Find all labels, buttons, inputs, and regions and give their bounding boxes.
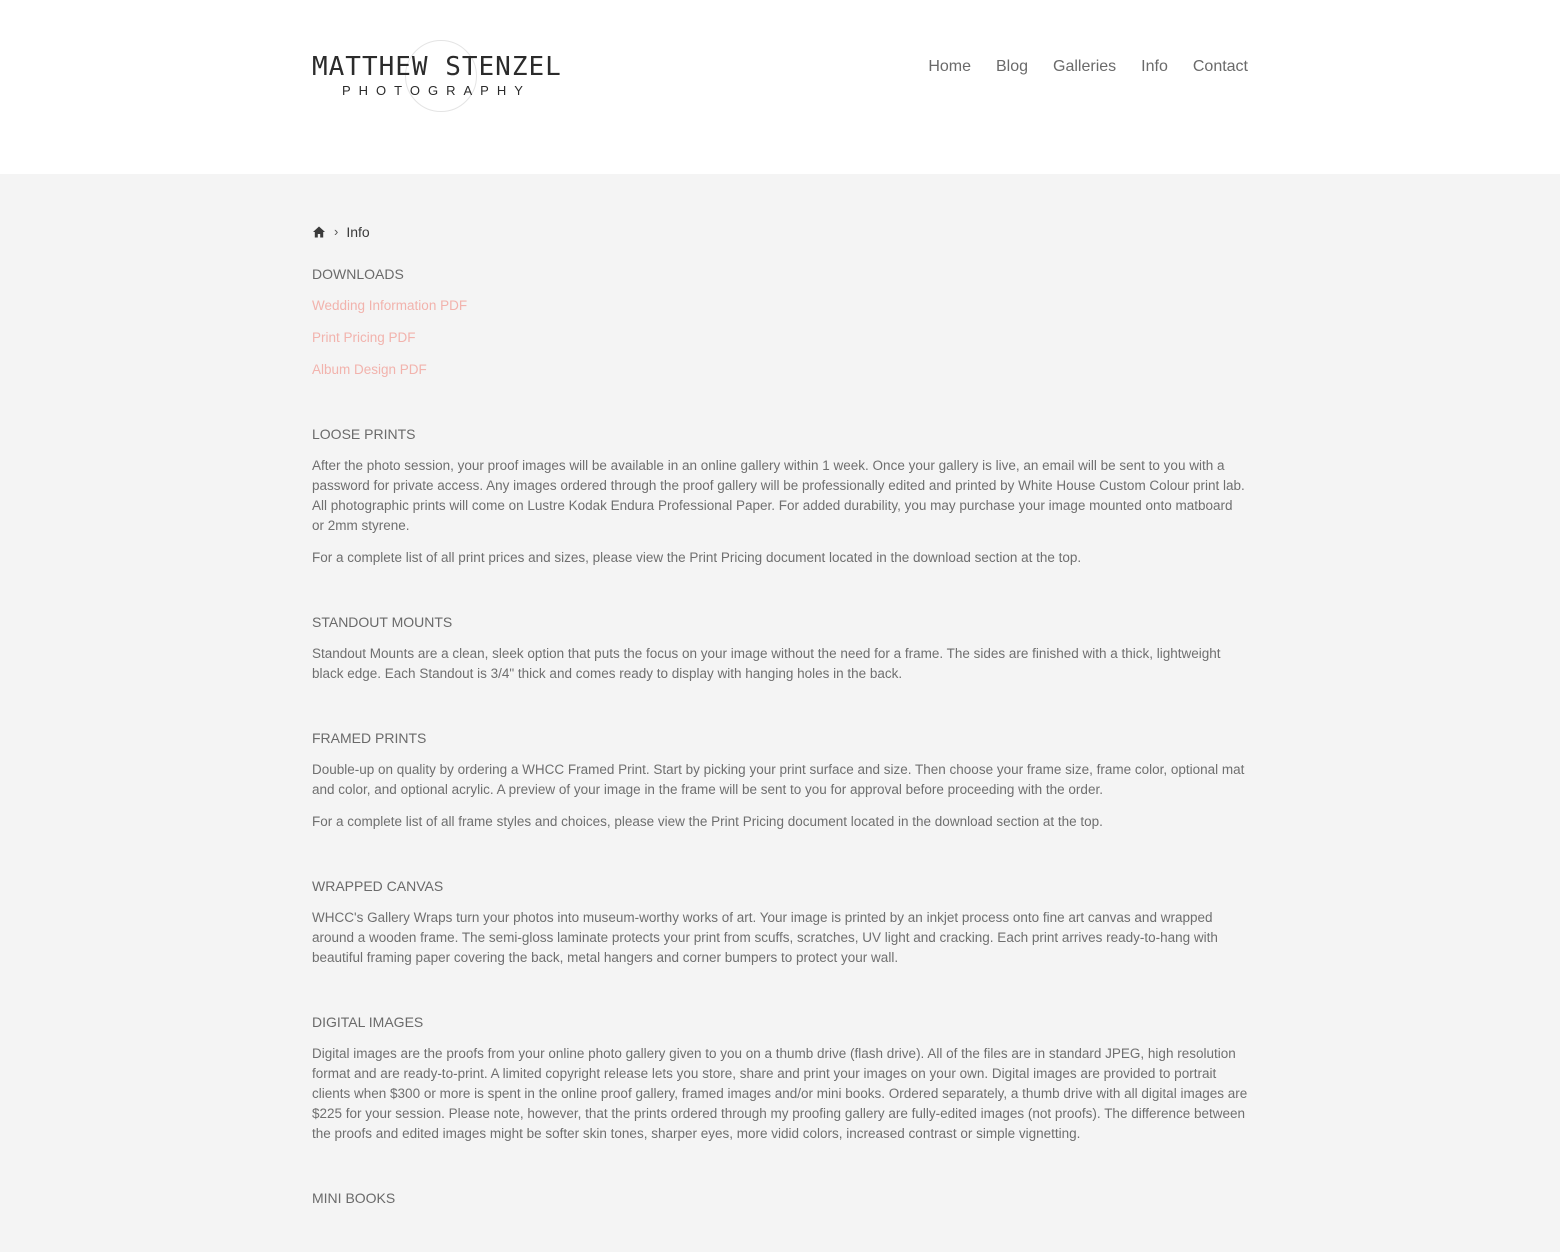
downloads-heading: DOWNLOADS <box>312 266 404 282</box>
breadcrumb-current: Info <box>346 224 370 240</box>
standout-mounts-section <box>312 612 1248 684</box>
main-nav <box>928 57 1248 77</box>
nav-info[interactable]: Info <box>1141 58 1168 75</box>
wedding-info-pdf-link[interactable]: Wedding Information PDF <box>312 298 468 313</box>
digital-images-heading: DIGITAL IMAGES <box>312 1014 424 1030</box>
logo-name: MATTHEW STENZEL <box>312 52 562 82</box>
logo-subtitle: PHOTOGRAPHY <box>342 83 531 98</box>
loose-prints-paragraph-2: For a complete list of all print prices and sizes, please view the Print Pricing document located in the download section at the top. <box>312 550 1082 565</box>
framed-prints-heading: FRAMED PRINTS <box>312 730 427 746</box>
digital-images-section <box>312 1012 1248 1144</box>
mini-books-section <box>312 1188 1248 1208</box>
loose-prints-paragraph-1: After the photo session, your proof images will be available in an online gallery within 1 week. Once your gallery is live, an email will be sent to you with a password for private access. Any images ordered through the proof gallery will be professionally edited and printed by White House Custom Colour print lab. All photographic prints will come on Lustre Kodak Endura Professional Paper. For added durability, you may purchase your image mounted onto matboard or 2mm styrene. <box>312 458 1245 533</box>
standout-mounts-paragraph: Standout Mounts are a clean, sleek option that puts the focus on your image without the need for a frame. The sides are finished with a thick, lightweight black edge. Each Standout is 3/4" thick and comes ready to display with hanging holes in the back. <box>312 646 1221 681</box>
mini-books-heading: MINI BOOKS <box>312 1190 396 1206</box>
framed-prints-paragraph-1: Double-up on quality by ordering a WHCC Framed Print. Start by picking your print surface and size. Then choose your frame size, frame color, optional mat and color, and optional acrylic. A preview of your image in the frame will be sent to you for approval before proceeding with the order. <box>312 762 1245 797</box>
standout-mounts-heading: STANDOUT MOUNTS <box>312 614 453 630</box>
site-logo[interactable] <box>312 40 562 114</box>
chevron-right-icon: › <box>334 224 339 239</box>
site-header <box>0 0 1560 174</box>
framed-prints-section <box>312 728 1248 832</box>
main-content <box>312 222 1248 1252</box>
breadcrumb <box>312 222 1248 242</box>
nav-blog[interactable]: Blog <box>996 58 1029 75</box>
wrapped-canvas-paragraph: WHCC's Gallery Wraps turn your photos into museum-worthy works of art. Your image is printed by an inkjet process onto fine art canvas and wrapped around a wooden frame. The semi-gloss laminate protects your print from scuffs, scratches, UV light and cracking. Each print arrives ready-to-hang with beautiful framing paper covering the back, metal hangers and corner bumpers to protect your wall. <box>312 910 1218 965</box>
home-icon[interactable] <box>312 225 326 239</box>
nav-galleries[interactable]: Galleries <box>1053 58 1117 75</box>
print-pricing-pdf-link[interactable]: Print Pricing PDF <box>312 330 416 345</box>
downloads-section <box>312 264 1248 380</box>
album-design-pdf-link[interactable]: Album Design PDF <box>312 362 427 377</box>
nav-contact[interactable]: Contact <box>1192 58 1248 75</box>
loose-prints-heading: LOOSE PRINTS <box>312 426 416 442</box>
digital-images-paragraph: Digital images are the proofs from your online photo gallery given to you on a thumb drive (flash drive). All of the files are in standard JPEG, high resolution format and are ready-to-print. A limited copyright release lets you store, share and print your images on your own. Digital images are provided to portrait clients when $300 or more is spent in the online proof gallery, framed images and/or mini books. Ordered separately, a thumb drive with all digital images are $225 for your session. Please note, however, that the prints ordered through my proofing gallery are fully-edited images (not proofs). The difference between the proofs and edited images might be softer skin tones, sharper eyes, more vidid colors, increased contrast or simple vignetting. <box>312 1046 1248 1141</box>
framed-prints-paragraph-2: For a complete list of all frame styles and choices, please view the Print Pricing document located in the download section at the top. <box>312 814 1103 829</box>
wrapped-canvas-section <box>312 876 1248 968</box>
wrapped-canvas-heading: WRAPPED CANVAS <box>312 878 444 894</box>
loose-prints-section <box>312 424 1248 568</box>
nav-home[interactable]: Home <box>928 58 971 75</box>
